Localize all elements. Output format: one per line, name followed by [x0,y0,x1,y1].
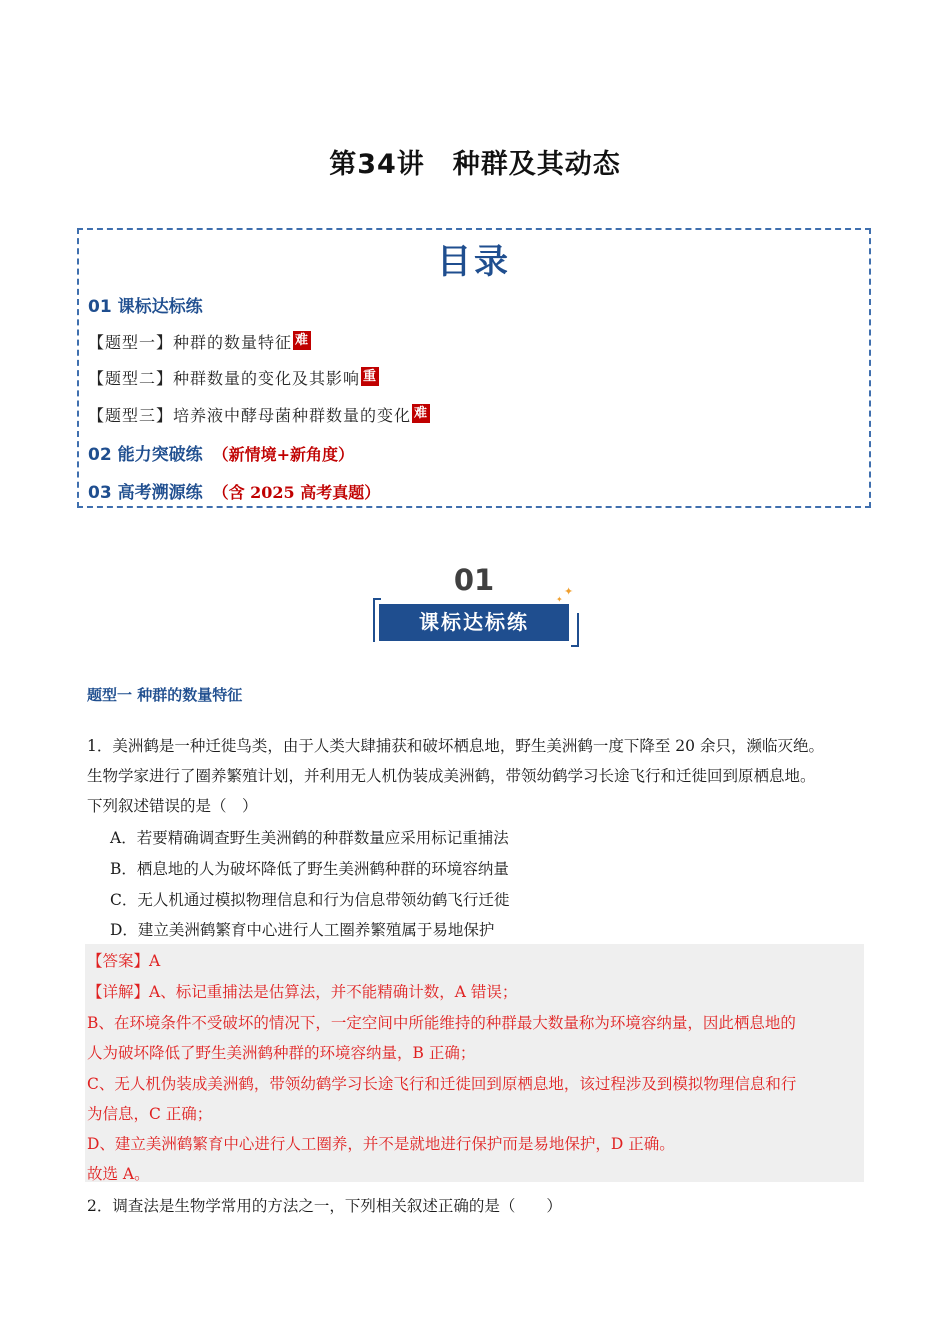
table-of-contents [77,228,871,508]
toc-section-1[interactable] [88,292,203,317]
question-2-stem: 2．调查法是生物学常用的方法之一，下列相关叙述正确的是（ ） [87,1197,562,1215]
toc-item-label: 【题型三】培养液中酵母菌种群数量的变化 [88,406,412,425]
option-b: B．栖息地的人为破坏降低了野生美洲鹤种群的环境容纳量 [110,860,509,878]
difficulty-badge: 重 [363,369,378,384]
toc-section-3[interactable] [88,478,380,503]
toc-item-1[interactable] [88,330,311,353]
question-1-stem-line: 1．美洲鹤是一种迁徙鸟类，由于人类大肆捕获和破坏栖息地，野生美洲鹤一度下降至 20 余只，濒临灭绝。 [87,737,824,755]
section-heading: 题型一 种群的数量特征 [87,686,243,704]
toc-section-3-label: 03 高考溯源练 [88,483,203,503]
answer-line: 【答案】A [87,952,161,970]
explanation-line: 【详解】A、标记重捕法是估算法，并不能精确计数，A 错误； [87,983,518,1001]
toc-section-2[interactable] [88,440,354,465]
toc-section-3-note: （含 2025 高考真题） [212,483,381,502]
explanation-line: D、建立美洲鹤繁育中心进行人工圈养，并不是就地进行保护而是易地保护，D 正确。 [87,1135,675,1153]
section-banner [370,563,582,647]
toc-item-label: 【题型一】种群的数量特征 [88,333,293,352]
banner-label: 课标达标练 [379,604,569,641]
difficulty-badge: 难 [414,406,429,421]
option-c: C．无人机通过模拟物理信息和行为信息带领幼鹤飞行迁徙 [110,891,510,909]
difficulty-badge: 难 [295,333,310,348]
toc-item-label: 【题型二】种群数量的变化及其影响 [88,369,361,388]
toc-item-3[interactable] [88,403,430,426]
option-a: A．若要精确调查野生美洲鹤的种群数量应采用标记重捕法 [110,829,509,847]
page-title: 第34讲 种群及其动态 [329,149,621,180]
toc-item-2[interactable] [88,366,379,389]
question-1-stem-line: 生物学家进行了圈养繁殖计划，并利用无人机伪装成美洲鹤，带领幼鹤学习长途飞行和迁徙回到原栖息地。 [87,767,816,785]
explanation-line: C、无人机伪装成美洲鹤，带领幼鹤学习长途飞行和迁徙回到原栖息地，该过程涉及到模拟物理信息和行 [87,1075,797,1093]
toc-heading: 目录 [437,242,511,282]
toc-section-2-label: 02 能力突破练 [88,445,203,465]
option-d: D．建立美洲鹤繁育中心进行人工圈养繁殖属于易地保护 [110,921,495,939]
question-1-stem-line: 下列叙述错误的是（ ） [87,797,258,815]
explanation-line: 人为破坏降低了野生美洲鹤种群的环境容纳量，B 正确； [87,1044,476,1062]
explanation-line: 为信息，C 正确； [87,1105,213,1123]
banner-number: 01 [453,563,495,597]
toc-section-2-note: （新情境+新角度） [212,445,354,464]
sparkle-icon: ✦ [556,595,563,604]
explanation-line: B、在环境条件不受破坏的情况下，一定空间中所能维持的种群最大数量称为环境容纳量，因此栖息地的 [87,1014,796,1032]
toc-section-1-label: 01 课标达标练 [88,297,203,317]
banner-frame-right [571,613,579,647]
explanation-line: 故选 A。 [87,1165,150,1183]
sparkle-icon: ✦ [564,585,574,598]
